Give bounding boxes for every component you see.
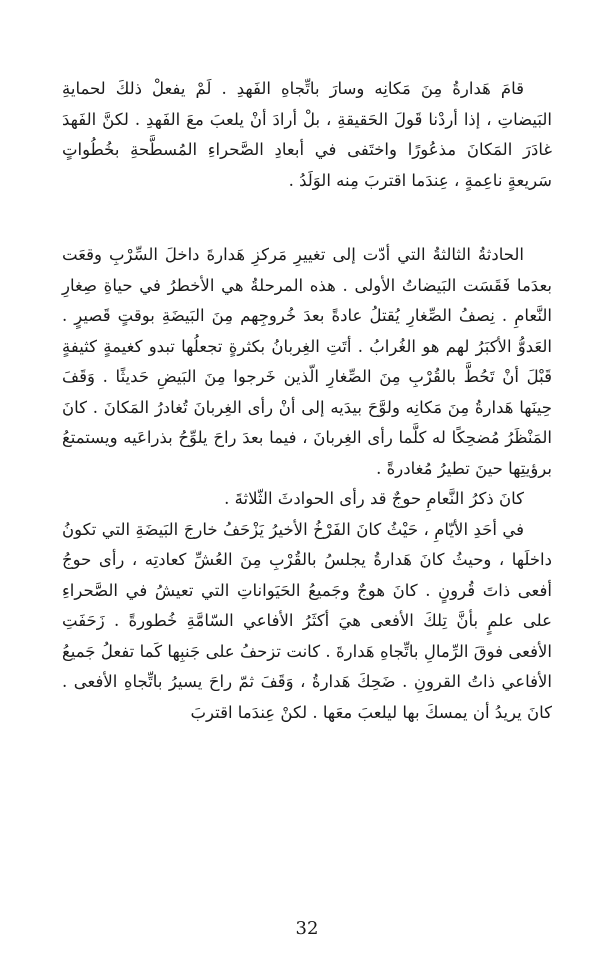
page-number: 32 — [295, 918, 319, 939]
body-text — [62, 74, 552, 728]
paragraph-gap — [62, 196, 552, 240]
paragraph-2: الحادثةُ الثالثةُ التي أدّت إلى تغييرِ مَركزِ هَدارةَ داخلَ السِّرْبِ وقعَت بعدَما فَقَسَت البَيضاتُ الأولى . هذه المرحلةُ هي الأخطرُ في حياةِ صِغارِ النَّعامِ . نِصفُ الصِّغارِ يُقتلُ عادةً بعدَ خُروجِهم مِنَ البَيضَةِ بوقتٍ قَصيرٍ . العَدوُّ الأكبَرُ لهم هو الغُرابُ . أتَتِ الغِربانُ بكثرةٍ تجعلُها تبدو كغيمةٍ كثيفةٍ قَبْلَ أنْ تَحُطَّ بالقُرْبِ مِنَ الصِّغارِ الّذين خَرجوا مِنَ البَيضِ حَديثًا . وَقَفَ حِينَها هَدارةُ مِنَ مَكانِه ولوَّحَ بيدَيه إلى أنْ رأى الغِربانَ تُغادرُ المَكانَ . كانَ المَنْظَرُ مُضحِكًا له كلَّما رأى الغِربانَ ، فيما بعدَ راحَ يلوِّحُ بذراعَيه ويستمتعُ برؤيتِها حينَ تطيرُ مُغادرةً . — [62, 245, 552, 478]
paragraph-1: قامَ هَدارةُ مِنَ مَكانِه وسارَ باتِّجاهِ الفَهدِ . لَمْ يفعلْ ذلكَ لحمايةِ البَيضاتِ ، إذا أردْنا قَولَ الحَقيقةِ ، بلْ أرادَ أنْ يلعبَ معَ الفَهدِ . لكنَّ الفَهدَ غادَرَ المَكانَ مذعُورًا واختَفى في أبعادِ الصَّحراءِ المُسطَّحةِ بخُطُواتٍ سَريعةٍ ناعِمةٍ ، عِندَما اقتربَ مِنه الوَلَدُ . — [62, 79, 552, 190]
paragraph-4: في أحَدِ الأيّامِ ، حَيْثُ كانَ الفَرْخُ الأخيرُ يَزْحَفُ خارجَ البَيضَةِ التي تكونُ داخلَها ، وحيثُ كانَ هَدارةُ يجلسُ بالقُرْبِ مِنَ العُشِّ كعادتِه ، رأى حوجُ أفعى ذاتَ قُرونٍ . كانَ هوجٌ وجَميعُ الحَيَواناتِ التي تعيشُ في الصَّحراءِ على علمٍ بأنَّ تِلكَ الأفعى هيَ أكثَرُ الأفاعي السّامَّةِ خُطورةً . زَحَفَتِ الأفعى فوقَ الرِّمالِ باتِّجاهِ هَدارةَ . كانت تزحفُ على جَنبِها كَما تفعلُ جَميعُ الأفاعي ذاتُ القرونِ . ضَحِكَ هَدارةُ ، وَقَفَ ثمّ راحَ يسيرُ باتِّجاهِ الأفعى . كانَ يريدُ أن يمسكَ بها ليلعبَ معَها . لكنْ عِندَما اقتربَ — [62, 519, 552, 722]
paragraph-3: كانَ ذكرُ النَّعامِ حوجٌ قد رأى الحوادثَ الثّلاثةَ . — [224, 489, 524, 508]
